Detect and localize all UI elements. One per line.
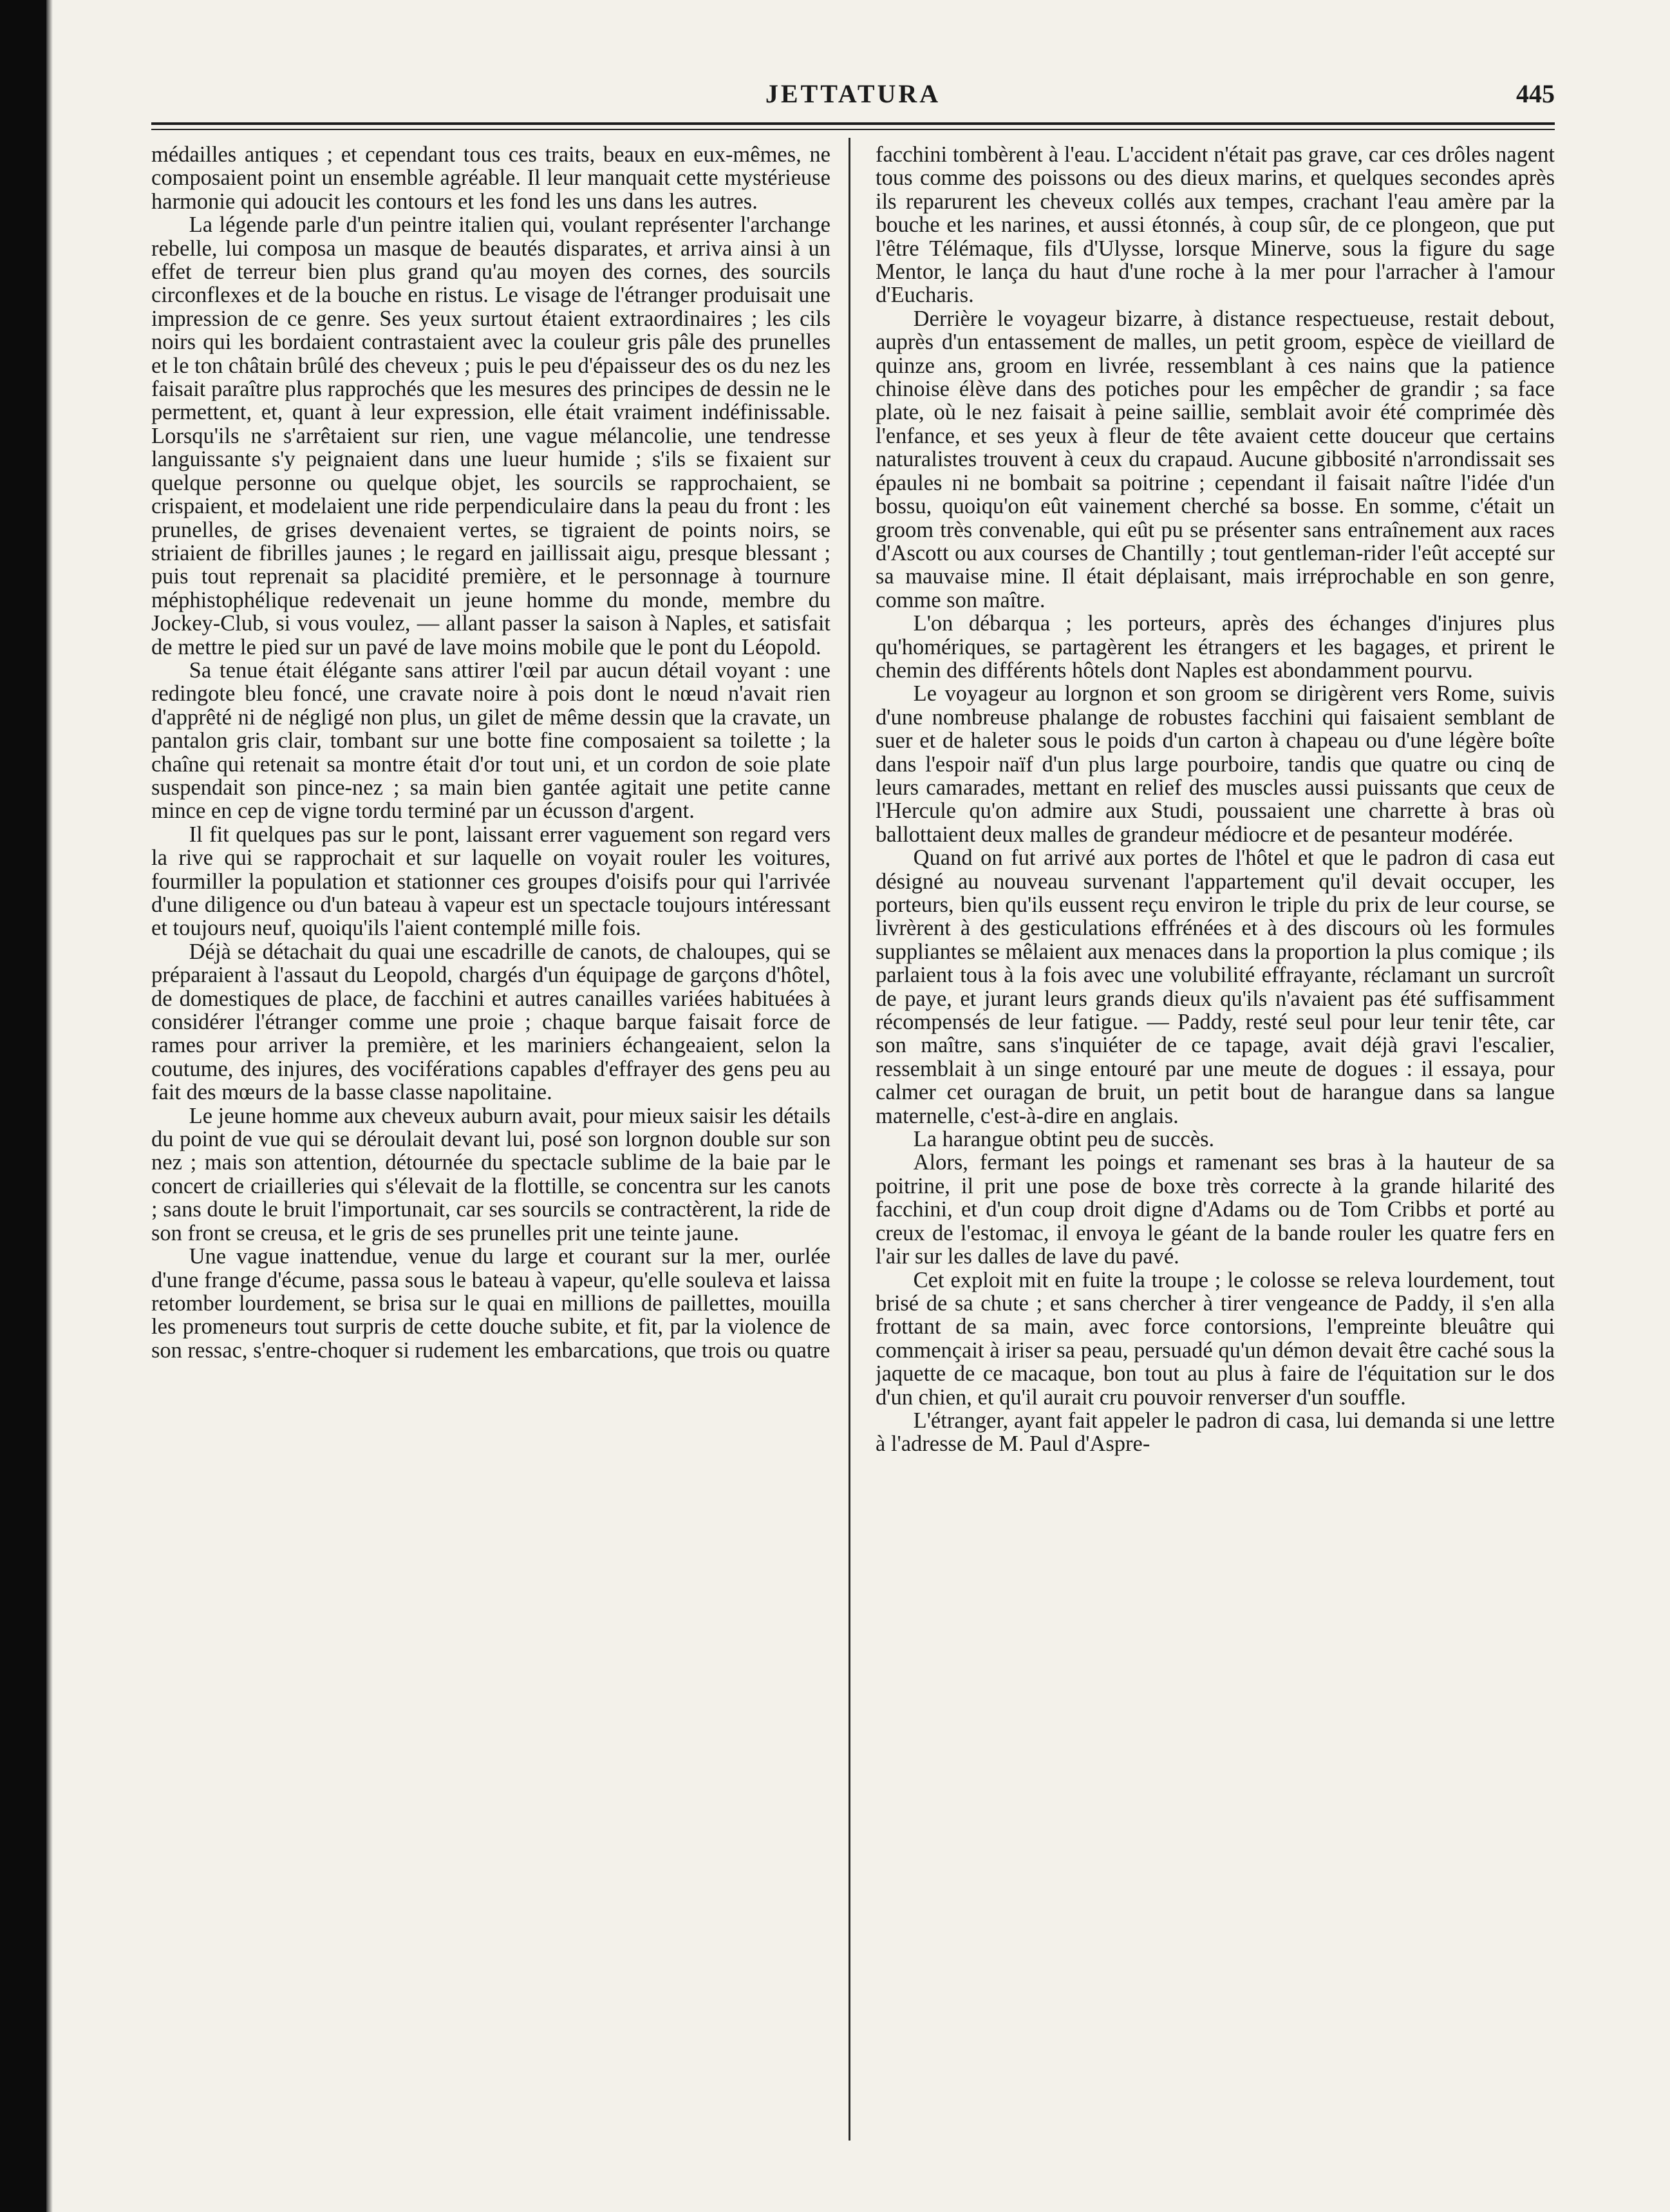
left-column xyxy=(151,143,830,2146)
paragraph: Cet exploit mit en fuite la troupe ; le colosse se releva lourdement, tout brisé de sa chute ; et sans chercher à tirer vengeance de Paddy, il s'en alla frottant de sa main, avec force contorsions, l'empreinte bleuâtre qui commençait à iriser sa peau, persuadé qu'un démon devait être caché sous la jaquette de ce macaque, bon tout au plus à faire de l'équitation sur le dos d'un chien, et qu'il aurait cru pouvoir renverser d'un souffle. xyxy=(876,1267,1555,1410)
paragraph: Le voyageur au lorgnon et son groom se dirigèrent vers Rome, suivis d'une nombreuse phalange de robustes facchini qui faisaient semblant de suer et de haleter sous le poids d'un carton à chapeau ou d'une légère boîte dans l'espoir naïf d'un plus large pourboire, tandis que quatre ou cinq de leurs camarades, mettant en relief des muscles aussi puissants que ceux de l'Hercule qu'on admire aux Studi, poussaient une charrette à bras où ballottaient deux malles de grandeur médiocre et de pesanteur modérée. xyxy=(876,681,1555,847)
book-binding-shadow xyxy=(0,0,46,2212)
paragraph: Il fit quelques pas sur le pont, laissant errer vaguement son regard vers la rive qui se rapprochait et sur laquelle on voyait rouler les voitures, fourmiller la population et stationner ces groupes d'oisifs pour qui l'arrivée d'une diligence ou d'un bateau à vapeur est un spectacle toujours intéressant et toujours neuf, quoiqu'ils l'aient contemplé mille fois. xyxy=(151,822,830,941)
paragraph: Le jeune homme aux cheveux auburn avait, pour mieux saisir les détails du point de vue qui se déroulait devant lui, posé son lorgnon double sur son nez ; mais son attention, détournée du spectacle sublime de la baie par le concert de criailleries qui s'élevait de la flottille, se concentra sur les canots ; sans doute le bruit l'importunait, car ses sourcils se contractèrent, la ride de son front se creusa, et le gris de ses prunelles prit une teinte jaune. xyxy=(151,1103,830,1245)
paragraph: Quand on fut arrivé aux portes de l'hôtel et que le padron di casa eut désigné au nouveau survenant l'appartement qu'il devait occuper, les porteurs, bien qu'ils eussent reçu environ le triple du prix de leur course, se livrèrent à des gesticulations effrénées et à des discours où les formules suppliantes se mêlaient aux menaces dans la proportion la plus comique ; ils parlaient tous à la fois avec une volubilité effrayante, réclamant un surcroît de paye, et jurant leurs grands dieux qu'ils n'avaient pas été suffisamment récompensés de leur fatigue. — Paddy, resté seul pour leur tenir tête, car son maître, sans s'inquiéter de ce tapage, avait déjà gravi l'escalier, ressemblait à un singe entouré par une meute de dogues : il essaya, pour calmer cet ouragan de bruit, un petit bout de harangue dans sa langue maternelle, c'est-à-dire en anglais. xyxy=(876,846,1555,1128)
binding-edge xyxy=(46,0,53,2212)
paragraph: Une vague inattendue, venue du large et courant sur la mer, ourlée d'une frange d'écume, passa sous le bateau à vapeur, qu'elle souleva et laissa retomber lourdement, se brisa sur le quai en millions de paillettes, mouilla les promeneurs tout surpris de cette douche subite, et fit, par la violence de son ressac, s'entre-choquer si rudement les embarcations, que trois ou quatre xyxy=(151,1244,830,1363)
column-divider xyxy=(849,138,850,2141)
paragraph: Sa tenue était élégante sans attirer l'œil par aucun détail voyant : une redingote bleu foncé, une cravate noire à pois dont le nœud n'avait rien d'apprêté ni de négligé non plus, un gilet de même dessin que la cravate, un pantalon gris clair, tombant sur une botte fine composaient sa toilette ; la chaîne qui retenait sa montre était d'or tout uni, et un cordon de soie plate suspendait son pince-nez ; sa main bien gantée agitait une petite canne mince en cep de vigne tordu terminé par un écusson d'argent. xyxy=(151,657,830,824)
page-number: 445 xyxy=(1516,79,1555,108)
paragraph: La harangue obtint peu de succès. xyxy=(913,1127,1215,1152)
paragraph: Derrière le voyageur bizarre, à distance respectueuse, restait debout, auprès d'un entassement de malles, un petit groom, espèce de vieillard de quinze ans, groom en livrée, ressemblant à ces nains que la patience chinoise élève dans des potiches pour les empêcher de grandir ; sa face plate, où le nez faisait à peine saillie, semblait avoir été comprimée dès l'enfance, et ses yeux à fleur de tête avaient cette douceur que certains naturalistes trouvent à ceux du crapaud. Aucune gibbosité n'arrondissait ses épaules ni ne bombait sa poitrine ; cependant il faisait naître l'idée d'un bossu, quoiqu'on eût vainement cherché sa bosse. En somme, c'était un groom très convenable, qui eût pu se présenter sans entraînement aux races d'Ascott ou aux courses de Chantilly ; tout gentleman-rider l'eût accepté sur sa mauvaise mine. Il était déplaisant, mais irréprochable en son genre, comme son maître. xyxy=(876,306,1555,612)
right-column xyxy=(876,143,1555,2146)
paragraph: La légende parle d'un peintre italien qui, voulant représenter l'archange rebelle, lui composa un masque de beautés disparates, et arriva ainsi à un effet de terreur bien plus grand qu'au moyen des cornes, des sourcils circonflexes et de la bouche en ristus. Le visage de l'étranger produisait une impression de ce genre. Ses yeux surtout étaient extraordinaires ; les cils noirs qui les bordaient contrastaient avec la couleur gris pâle des prunelles et le ton châtain brûlé des cheveux ; puis le peu d'épaisseur des os du nez les faisait paraître plus rapprochés que les mesures des principes de dessin ne le permettent, et, quant à leur expression, elle était vraiment indéfinissable. Lorsqu'ils ne s'arrêtaient sur rien, une vague mélancolie, une tendresse languissante s'y peignaient dans une lueur humide ; s'ils se fixaient sur quelque personne ou quelque objet, les sourcils se rapprochaient, se crispaient, et modelaient une ride perpendiculaire dans la peau du front : les prunelles, de grises devenaient vertes, se tigraient de points noirs, se striaient de fibrilles jaunes ; le regard en jaillissait aigu, presque blessant ; puis tout reprenait sa placidité première, et le personnage à tournure méphistophélique redevenait un jeune homme du monde, membre du Jockey-Club, si vous voulez, — allant passer la saison à Naples, et satisfait de mettre le pied sur un pavé de lave moins mobile que le pont du Léopold. xyxy=(151,213,830,659)
paragraph: facchini tombèrent à l'eau. L'accident n'était pas grave, car ces drôles nagent tous comme des poissons ou des dieux marins, et quelques secondes après ils reparurent les cheveux collés aux tempes, crachant l'eau amère par la bouche et les narines, et aussi étonnés, à coup sûr, de ce plongeon, que put l'être Télémaque, fils d'Ulysse, lorsque Minerve, sous la figure du sage Mentor, le lança du haut d'une roche à la mer pour l'arracher à l'amour d'Eucharis. xyxy=(876,143,1555,308)
page-header xyxy=(151,72,1555,124)
paragraph: L'on débarqua ; les porteurs, après des échanges d'injures plus qu'homériques, se partagèrent les étrangers et les bagages, et prirent le chemin des différents hôtels dont Naples est abondamment pourvu. xyxy=(876,611,1555,683)
header-rule xyxy=(151,122,1555,130)
paragraph: Déjà se détachait du quai une escadrille de canots, de chaloupes, qui se préparaient à l'assaut du Leopold, chargés d'un équipage de garçons d'hôtel, de domestiques de place, de facchini et autres canailles variées habituées à considérer l'étranger comme une proie ; chaque barque faisait force de rames pour arriver la première, et les mariniers échangeaient, selon la coutume, des injures, des vociférations capables d'effrayer des gens peu au fait des mœurs de la basse classe napolitaine. xyxy=(151,939,830,1105)
running-title: JETTATURA xyxy=(765,79,941,108)
paragraph: L'étranger, ayant fait appeler le padron di casa, lui demanda si une lettre à l'adresse de M. Paul d'Aspre- xyxy=(876,1408,1555,1457)
paragraph: Alors, fermant les poings et ramenant ses bras à la hauteur de sa poitrine, il prit une pose de boxe très correcte à la grande hilarité des facchini, et d'un coup droit digne d'Adams ou de Tom Cribbs et porté au creux de l'estomac, il envoya le géant de la bande rouler les quatre fers en l'air sur les dalles de lave du pavé. xyxy=(876,1150,1555,1269)
paragraph: médailles antiques ; et cependant tous ces traits, beaux en eux-mêmes, ne composaient point un ensemble agréable. Il leur manquait cette mystérieuse harmonie qui adoucit les contours et les fond les uns dans les autres. xyxy=(151,143,830,214)
